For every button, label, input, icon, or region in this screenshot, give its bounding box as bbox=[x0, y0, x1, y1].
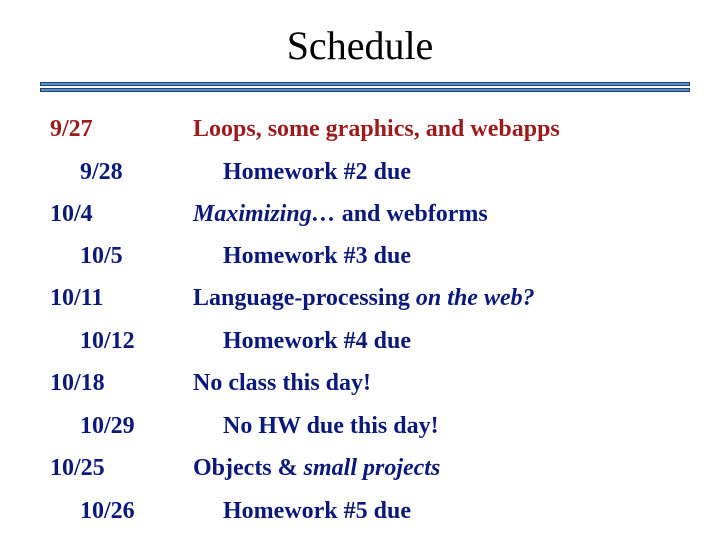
divider-band-bottom bbox=[40, 88, 690, 92]
row-date: 10/26 bbox=[80, 498, 135, 524]
schedule-row bbox=[0, 370, 720, 402]
desc-text: Language-processing bbox=[193, 285, 416, 311]
row-date: 10/4 bbox=[50, 201, 93, 227]
schedule-subrow bbox=[0, 413, 720, 445]
desc-italic-text: on the web? bbox=[415, 285, 535, 311]
row-description bbox=[193, 285, 535, 312]
desc-text: Homework #2 due bbox=[223, 159, 411, 185]
row-description bbox=[193, 370, 371, 397]
schedule-row bbox=[0, 201, 720, 233]
desc-text: Objects & bbox=[193, 455, 304, 481]
schedule-subrow bbox=[0, 243, 720, 275]
schedule-subrow bbox=[0, 328, 720, 360]
slide-title: Schedule bbox=[286, 23, 434, 68]
row-description bbox=[193, 201, 488, 228]
desc-italic-text: Maximizing… bbox=[193, 201, 336, 227]
schedule-row bbox=[0, 285, 720, 317]
divider-band-top bbox=[40, 82, 690, 86]
title-divider bbox=[40, 82, 690, 94]
row-description bbox=[193, 116, 560, 143]
row-description bbox=[223, 498, 411, 525]
desc-text: Homework #5 due bbox=[223, 498, 411, 524]
desc-text: Homework #3 due bbox=[223, 243, 411, 269]
row-description bbox=[223, 328, 411, 355]
schedule-row bbox=[0, 116, 720, 148]
row-description bbox=[223, 243, 411, 270]
desc-text: No class this day! bbox=[193, 370, 372, 396]
schedule-subrow bbox=[0, 159, 720, 191]
desc-text: and webforms bbox=[335, 201, 488, 227]
row-description bbox=[193, 455, 440, 482]
desc-text: No HW due this day! bbox=[223, 413, 439, 439]
desc-text: Homework #4 due bbox=[223, 328, 411, 354]
desc-italic-text: small projects bbox=[303, 455, 441, 481]
row-description bbox=[223, 159, 411, 186]
desc-text: Loops, some graphics, and webapps bbox=[193, 116, 560, 142]
row-date: 9/27 bbox=[50, 116, 93, 142]
row-date: 10/29 bbox=[80, 413, 135, 439]
row-date: 10/12 bbox=[80, 328, 135, 354]
row-date: 10/25 bbox=[50, 455, 105, 481]
row-date: 10/11 bbox=[50, 285, 104, 311]
row-description bbox=[223, 413, 439, 440]
row-date: 10/5 bbox=[80, 243, 123, 269]
row-date: 10/18 bbox=[50, 370, 105, 396]
schedule-row bbox=[0, 455, 720, 487]
row-date: 9/28 bbox=[80, 159, 123, 185]
schedule-subrow bbox=[0, 498, 720, 530]
